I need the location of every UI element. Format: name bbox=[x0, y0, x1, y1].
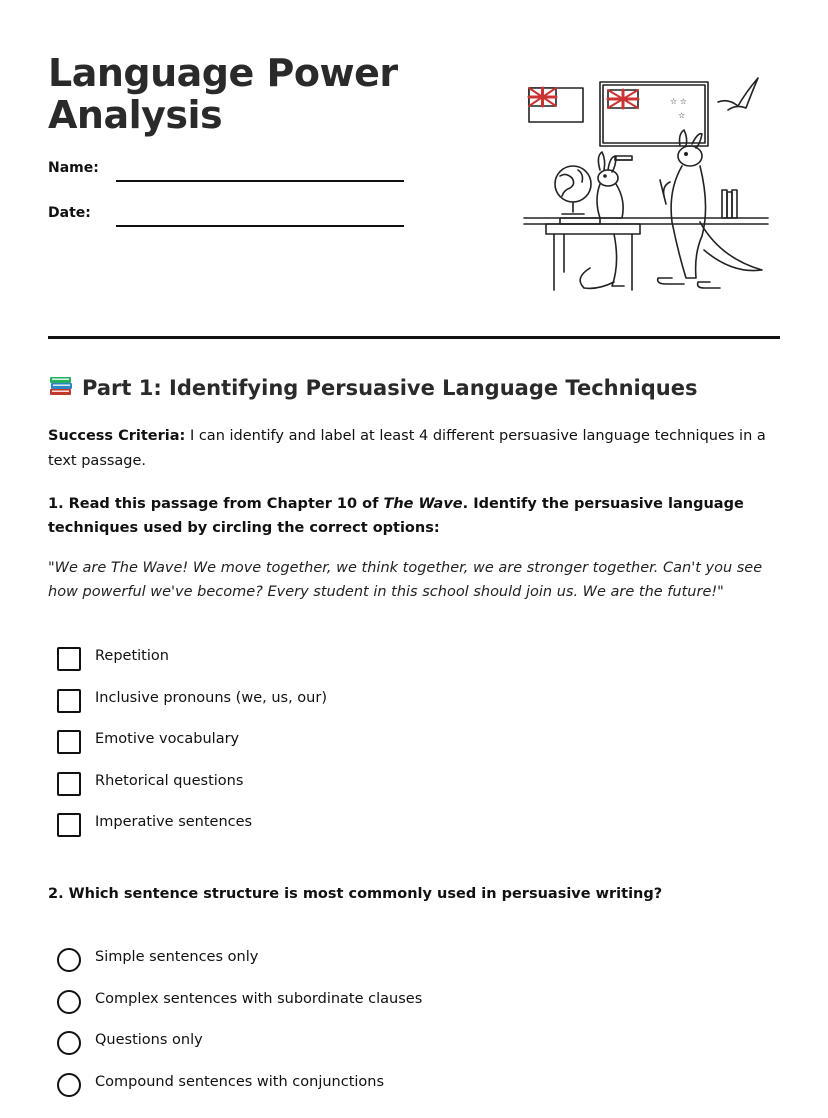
large-kangaroo bbox=[658, 130, 762, 288]
question-1-prompt-end: . Identify the persuasive language techniques used by circling the correct options: bbox=[48, 496, 744, 536]
success-criteria-label: Success Criteria: bbox=[48, 428, 186, 444]
option-item bbox=[57, 1031, 557, 1073]
option-label: Emotive vocabulary bbox=[95, 731, 240, 747]
passage-quote: "We are The Wave! We move together, we think together, we are stronger together. Can't you see how powerful we've become? Every student in this school should join us. We are the future!" bbox=[48, 560, 763, 600]
kangaroo-classroom-illustration bbox=[520, 72, 770, 298]
option-label: Inclusive pronouns (we, us, our) bbox=[95, 689, 327, 706]
section-title-text: Part 1: Identifying Persuasive Language Techniques bbox=[82, 376, 698, 400]
checkbox[interactable] bbox=[57, 772, 81, 796]
checkbox[interactable] bbox=[57, 813, 81, 837]
option-label: Simple sentences only bbox=[95, 949, 259, 965]
question-2-prompt: 2. Which sentence structure is most commonly used in persuasive writing? bbox=[48, 886, 663, 902]
option-item bbox=[57, 813, 557, 855]
page-title: Language Power Analysis bbox=[48, 51, 398, 137]
question-1-prompt bbox=[48, 492, 788, 540]
option-item bbox=[57, 948, 557, 990]
bird-icon bbox=[718, 78, 758, 110]
question-1-options bbox=[57, 647, 557, 855]
option-label: Imperative sentences bbox=[95, 814, 253, 830]
option-item bbox=[57, 1073, 557, 1115]
checkbox[interactable] bbox=[57, 647, 81, 671]
option-label: Repetition bbox=[95, 648, 169, 664]
globe-icon bbox=[555, 166, 591, 214]
option-item bbox=[57, 990, 557, 1032]
books-icon bbox=[48, 374, 74, 398]
chalkboard bbox=[600, 82, 708, 160]
name-input-line[interactable] bbox=[116, 180, 404, 182]
option-item bbox=[57, 689, 557, 731]
date-label: Date: bbox=[48, 205, 91, 221]
section-divider bbox=[48, 336, 780, 339]
checkbox[interactable] bbox=[57, 689, 81, 713]
question-2-options bbox=[57, 948, 557, 1114]
flag-icon bbox=[529, 88, 583, 122]
option-item bbox=[57, 647, 557, 689]
svg-text:☆ ☆: ☆ ☆ bbox=[670, 97, 687, 106]
option-label: Questions only bbox=[95, 1032, 203, 1048]
option-item bbox=[57, 772, 557, 814]
option-item bbox=[57, 730, 557, 772]
option-label: Rhetorical questions bbox=[95, 772, 244, 789]
radio-button[interactable] bbox=[57, 1073, 81, 1097]
checkbox[interactable] bbox=[57, 730, 81, 754]
success-criteria bbox=[48, 424, 778, 474]
success-criteria-text: I can identify and label at least 4 different persuasive language techniques in a text passage. bbox=[48, 428, 766, 469]
book-title: The Wave bbox=[383, 496, 463, 512]
date-input-line[interactable] bbox=[116, 225, 404, 227]
section-heading bbox=[48, 374, 788, 400]
radio-button[interactable] bbox=[57, 948, 81, 972]
name-field bbox=[48, 160, 408, 190]
radio-button[interactable] bbox=[57, 990, 81, 1014]
option-label: Complex sentences with subordinate clauses bbox=[95, 990, 423, 1007]
question-1-prompt-start: 1. Read this passage from Chapter 10 of bbox=[48, 496, 384, 512]
date-field bbox=[48, 205, 408, 235]
name-label: Name: bbox=[48, 160, 99, 176]
option-label: Compound sentences with conjunctions bbox=[95, 1073, 385, 1090]
radio-button[interactable] bbox=[57, 1031, 81, 1055]
svg-text:☆: ☆ bbox=[678, 111, 686, 120]
